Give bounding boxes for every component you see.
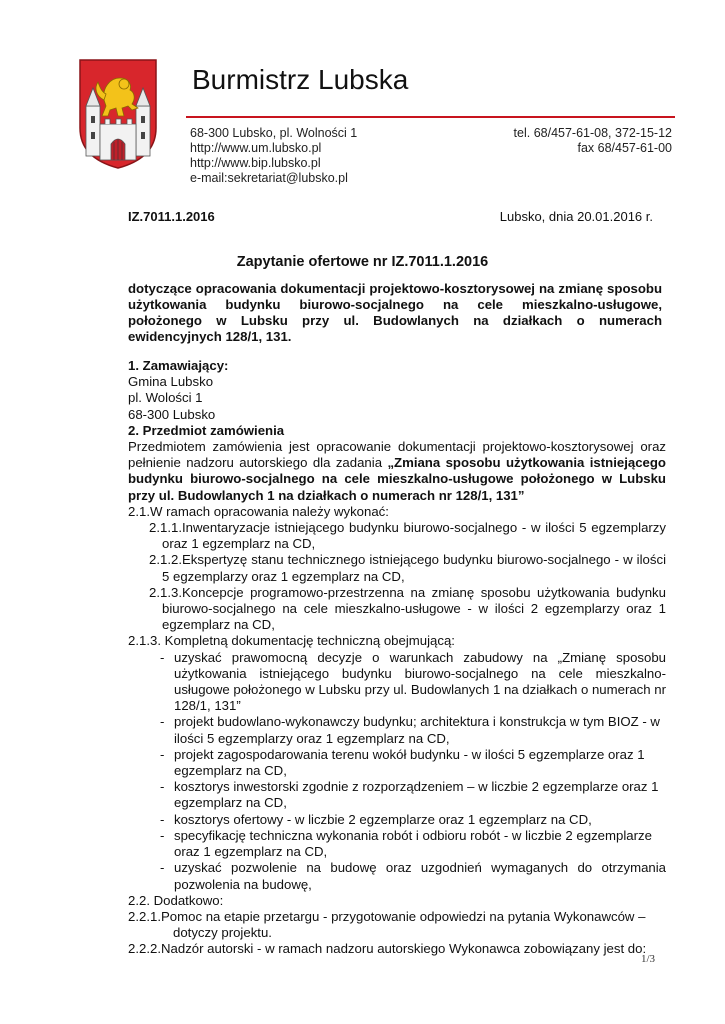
additional-heading: 2.2. Dodatkowo: [128,892,224,908]
dash-bullet: - [160,827,165,843]
subject-paragraph: dotyczące opracowania dokumentacji projektowo-kosztorysowej na zmianę sposobu użytkowania budynku biurowo-socjalnego na cele mieszkalno-usługowe, położonego w Lubsku przy ul. Budowlanych na działkach o numerach ewidencyjnych 128/1, 131. [128,281,662,344]
list-item-text: Koncepcje programowo-przestrzenna na zmianę sposobu użytkowania budynku biurowo-socjalnego na cele mieszkalno-usługowe - w ilości 2 egzemplarzy oraz 1 egzemplarz na CD, [162,584,666,633]
document-title: Zapytanie ofertowe nr IZ.7011.1.2016 [236,254,489,270]
list-item [160,860,666,892]
list-item [160,812,666,828]
scope-intro: 2.1.W ramach opracowania należy wykonać: [128,503,389,519]
dash-bullet: - [160,811,165,827]
list-item-number: 2.2.1. [128,908,161,924]
list-item-text: projekt zagospodarowania terenu wokół budynku - w ilości 5 egzemplarze oraz 1 egzemplarz na CD, [174,746,645,779]
dash-bullet: - [160,649,165,665]
list-item-number: 2.1.3. [149,584,182,600]
list-item-text: Ekspertyzę stanu technicznego istniejącego budynku biurowo-socjalnego - w ilości 5 egzemplarzy oraz 1 egzemplarz na CD, [162,552,666,584]
list-item [128,520,666,552]
section-heading-ordering-party: 1. Zamawiający: [128,358,229,373]
list-item-text: kosztorys ofertowy - w liczbie 2 egzemplarze oraz 1 egzemplarz na CD, [174,811,592,827]
dash-bullet: - [160,779,165,795]
list-item-text: Nadzór autorski - w ramach nadzoru autorskiego Wykonawca zobowiązany jest do: [161,941,647,957]
list-item-text: uzyskać pozwolenie na budowę oraz uzgodnień wymaganych do otrzymania pozwolenia na budowę, [174,860,666,892]
list-item-number: 2.2.2. [128,941,161,957]
list-item [128,552,666,584]
dash-bullet: - [160,860,165,876]
dash-bullet: - [160,746,165,762]
list-item-text: projekt budowlano-wykonawczy budynku; architektura i konstrukcja w tym BIOZ - w ilości 5 egzemplarzy oraz 1 egzemplarz na CD, [174,714,660,746]
dash-bullet: - [160,714,165,730]
ordering-party-city: 68-300 Lubsko [128,406,216,422]
letterhead-contact [514,126,672,156]
list-item-text: Inwentaryzacje istniejącego budynku biurowo-socjalnego - w ilości 5 egzemplarzy oraz 1 egzemplarz na CD, [162,520,666,552]
section-heading-subject: 2. Przedmiot zamówienia [128,422,285,438]
fax-number: fax 68/457-61-00 [577,141,672,155]
list-item [128,941,666,957]
letterhead-address [190,126,357,186]
technical-docs-list [160,650,666,893]
document-date: Lubsko, dnia 20.01.2016 r. [499,209,653,224]
subject-description [128,439,666,504]
address-street: 68-300 Lubsko, pl. Wolności 1 [190,126,358,140]
letterhead-title: Burmistrz Lubska [192,64,409,95]
phone-number: tel. 68/457-61-08, 372-15-12 [513,126,672,140]
list-item [160,828,666,860]
technical-docs-heading: 2.1.3. Kompletną dokumentację techniczną obejmującą: [128,633,455,649]
list-item-text: Pomoc na etapie przetargu - przygotowanie odpowiedzi na pytania Wykonawców – dotyczy projektu. [161,908,646,941]
page-number: 1/3 [640,953,655,965]
subject-description-text: Przedmiotem zamówienia jest opracowanie dokumentacji projektowo-kosztorysowej oraz pełnienie nadzoru autorskiego dla zadania [128,439,666,471]
task-name: „Zmiana sposobu użytkowania istniejącego budynku biurowo-socjalnego na cele mieszkalno-usługowe położonego w Lubsku przy ul. Budowlanych 1 na działkach o numerach nr 128/1, 131” [128,455,666,503]
list-item-number: 2.1.2. [149,552,182,568]
list-item [160,714,666,746]
list-item-text: uzyskać prawomocną decyzje o warunkach zabudowy na „Zmianę sposobu użytkowania istniejącego budynku biurowo-socjalnego na cele mieszkalno-usługowe położonego w Lubsku przy ul. Budowlanych 1 na działkach o numerach nr 128/1, 131” [174,649,666,714]
reference-number: IZ.7011.1.2016 [128,209,215,224]
bip-link[interactable]: http://www.bip.lubsko.pl [190,156,321,170]
list-item-text: specyfikację techniczna wykonania robót i odbioru robót - w liczbie 2 egzemplarze oraz 1 egzemplarz na CD, [174,827,652,860]
list-item-text: kosztorys inwestorski zgodnie z rozporządzeniem – w liczbie 2 egzemplarze oraz 1 egzemplarz na CD, [174,779,659,811]
ordering-party-name: Gmina Lubsko [128,374,214,390]
list-item [160,747,666,779]
list-item [160,779,666,811]
website-link[interactable]: http://www.um.lubsko.pl [190,141,322,155]
list-item [128,909,666,941]
email-link[interactable]: e-mail:sekretariat@lubsko.pl [190,171,348,185]
list-item-number: 2.1.1. [149,520,182,536]
document-body [128,358,666,958]
list-item [160,650,666,715]
list-item [128,585,666,634]
ordering-party-street: pl. Wolości 1 [128,390,203,406]
coat-of-arms-icon [78,58,158,170]
letterhead-rule [186,116,675,118]
